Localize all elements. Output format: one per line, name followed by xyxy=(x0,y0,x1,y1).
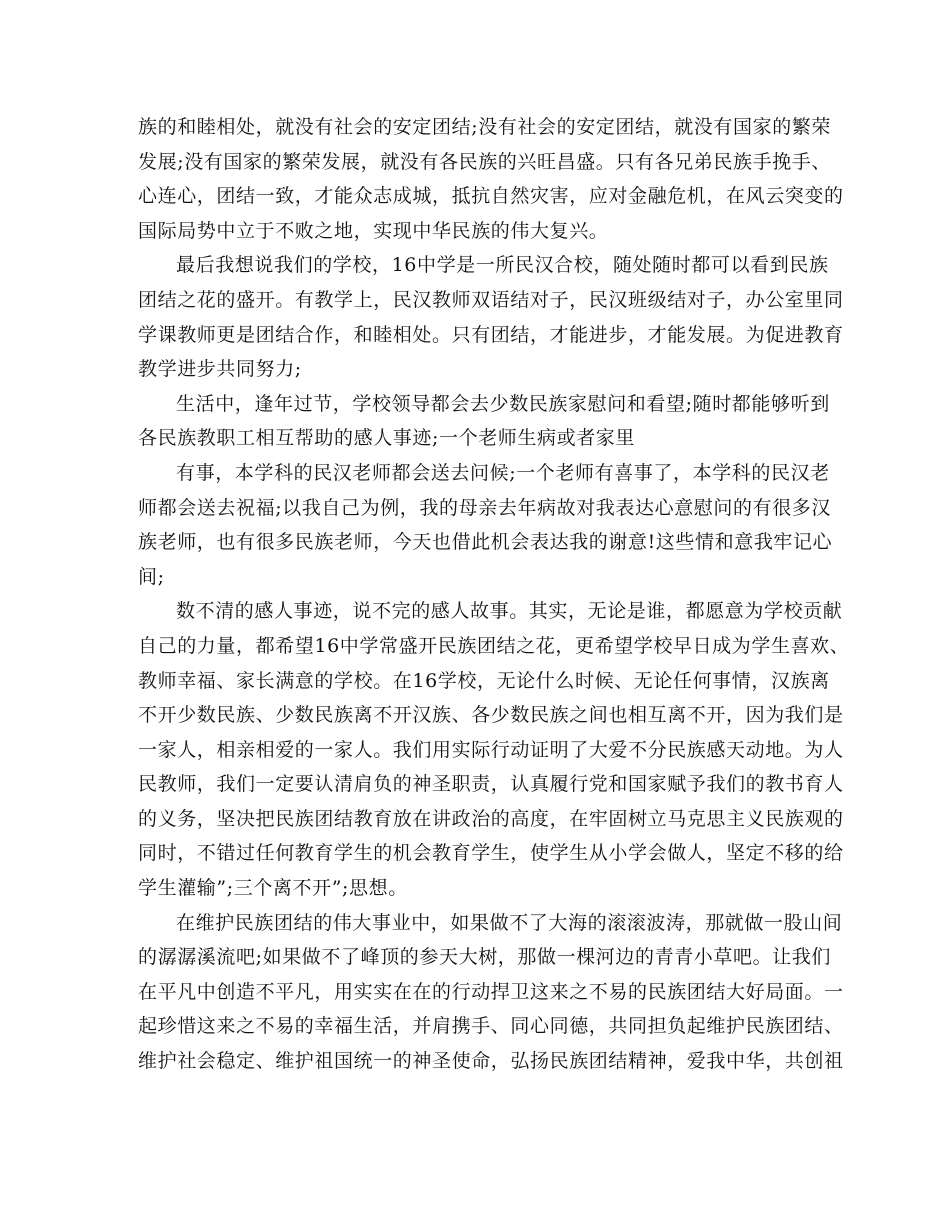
text-line: 起珍惜这来之不易的幸福生活，并肩携手、同心同德，共同担负起维护民族团结、 xyxy=(138,1015,844,1038)
text-line: 学生灌输”;三个离不开”;思想。 xyxy=(138,877,408,900)
text-line: 教师幸福、家长满意的学校。在16学校，无论什么时候、无论任何事情，汉族离 xyxy=(138,669,830,692)
text-line: 团结之花的盛开。有教学上，民汉教师双语结对子，民汉班级结对子，办公室里同 xyxy=(138,288,844,311)
paragraph-first-line: 最后我想说我们的学校，16中学是一所民汉合校，随处随时都可以看到民族 xyxy=(176,254,829,277)
text-line: 间; xyxy=(138,565,165,588)
text-line: 一家人，相亲相爱的一家人。我们用实际行动证明了大爱不分民族感天动地。为人 xyxy=(138,738,844,761)
text-line: 发展;没有国家的繁荣发展，就没有各民族的兴旺昌盛。只有各兄弟民族手挽手、 xyxy=(138,150,832,173)
text-line: 自己的力量，都希望16中学常盛开民族团结之花，更希望学校早日成为学生喜欢、 xyxy=(138,634,850,657)
text-line: 民教师，我们一定要认清肩负的神圣职责，认真履行党和国家赋予我们的教书育人 xyxy=(138,773,844,796)
text-line: 的义务，坚决把民族团结教育放在讲政治的高度，在牢固树立马克思主义民族观的 xyxy=(138,807,844,830)
text-line: 维护社会稳定、维护祖国统一的神圣使命，弘扬民族团结精神，爱我中华，共创祖 xyxy=(138,1050,844,1073)
text-line: 心连心，团结一致，才能众志成城，抵抗自然灾害，应对金融危机，在风云突变的 xyxy=(138,185,844,208)
text-line: 同时，不错过任何教育学生的机会教育学生，使学生从小学会做人，坚定不移的给 xyxy=(138,842,844,865)
text-line: 的潺潺溪流吧;如果做不了峰顶的参天大树，那做一棵河边的青青小草吧。让我们 xyxy=(138,946,832,969)
document-body xyxy=(138,110,850,1079)
text-line: 不开少数民族、少数民族离不开汉族、各少数民族之间也相互离不开，因为我们是 xyxy=(138,704,844,727)
paragraph-first-line: 生活中，逢年过节，学校领导都会去少数民族家慰问和看望;随时都能够听到 xyxy=(176,392,830,415)
text-line: 族的和睦相处，就没有社会的安定团结;没有社会的安定团结，就没有国家的繁荣 xyxy=(138,116,832,138)
text-line: 在平凡中创造不平凡，用实实在在的行动捍卫这来之不易的民族团结大好局面。一 xyxy=(138,980,844,1003)
paragraph-first-line: 数不清的感人事迹，说不完的感人故事。其实，无论是谁，都愿意为学校贡献 xyxy=(176,600,843,623)
text-line: 教学进步共同努力; xyxy=(138,358,302,381)
paragraph-first-line: 在维护民族团结的伟大事业中，如果做不了大海的滚滚波涛，那就做一股山间 xyxy=(176,911,843,934)
text-line: 学课教师更是团结合作，和睦相处。只有团结，才能进步，才能发展。为促进教育 xyxy=(138,323,844,346)
text-line: 族老师，也有很多民族老师，今天也借此机会表达我的谢意!这些情和意我牢记心 xyxy=(138,531,833,554)
paragraph-first-line: 有事，本学科的民汉老师都会送去问候;一个老师有喜事了，本学科的民汉老 xyxy=(176,461,830,484)
text-line: 师都会送去祝福;以我自己为例，我的母亲去年病故对我表达心意慰问的有很多汉 xyxy=(138,496,832,519)
text-line: 各民族教职工相互帮助的感人事迹;一个老师生病或者家里 xyxy=(138,427,636,450)
text-line: 国际局势中立于不败之地，实现中华民族的伟大复兴。 xyxy=(138,219,609,242)
